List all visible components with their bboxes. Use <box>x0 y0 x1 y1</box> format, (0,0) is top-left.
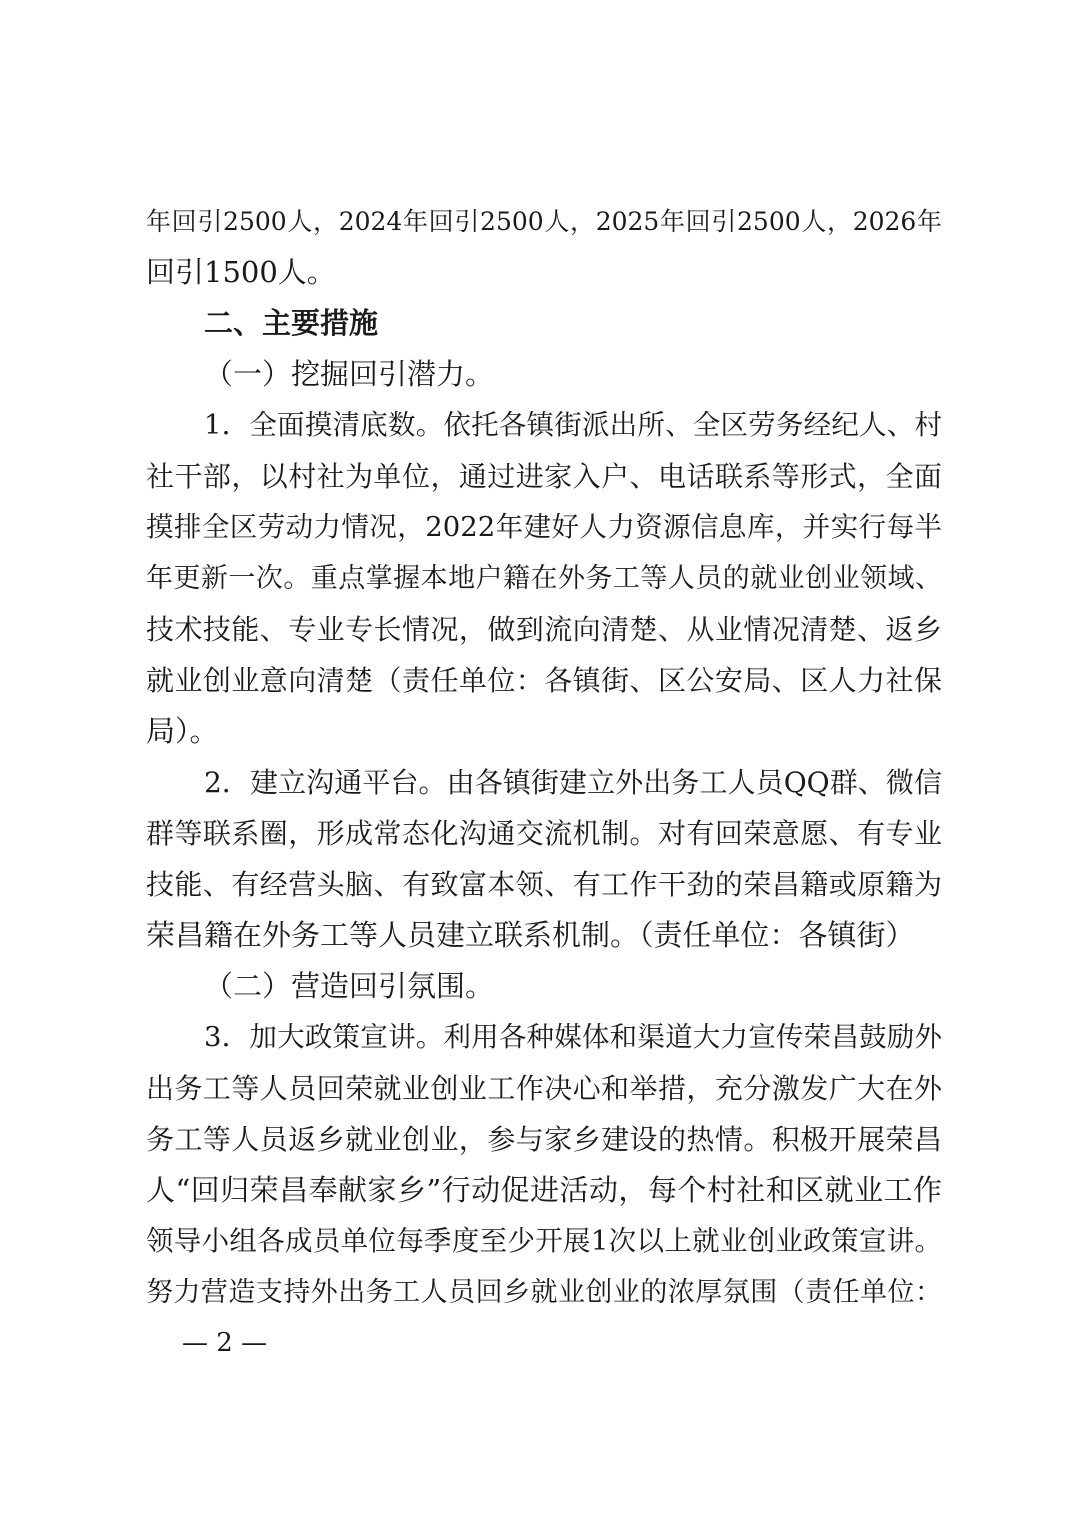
page-number: — 2 — <box>182 1328 268 1358</box>
text-line: 努力营造支持外出务工人员回乡就业创业的浓厚氛围（责任单位： <box>146 1277 942 1308</box>
text-line: 人“回归荣昌奉献家乡”行动促进活动，每个村社和区就业工作 <box>146 1173 942 1207</box>
text-line: 回引1500人。 <box>146 255 336 289</box>
text-line: 技能、有经营头脑、有致富本领、有工作干劲的荣昌籍或原籍为 <box>146 868 942 901</box>
text-line: 局）。 <box>146 714 219 748</box>
text-line: 领导小组各成员单位每季度至少开展1次以上就业创业政策宣讲。 <box>146 1225 942 1257</box>
text-line: 社干部，以村社为单位，通过进家入户、电话联系等形式，全面 <box>146 460 942 493</box>
body-text <box>146 196 942 1318</box>
text-line: 年更新一次。重点掌握本地户籍在外务工等人员的就业创业领域、 <box>146 563 942 594</box>
text-line: 2．建立沟通平台。由各镇街建立外出务工人员QQ群、微信 <box>204 766 942 799</box>
text-line: 荣昌籍在外务工等人员建立联系机制。（责任单位：各镇街） <box>146 918 915 952</box>
text-line: 群等联系圈，形成常态化沟通交流机制。对有回荣意愿、有专业 <box>146 817 942 850</box>
text-line: 出务工等人员回荣就业创业工作决心和举措，充分激发广大在外 <box>146 1072 942 1105</box>
text-line: 3．加大政策宣讲。利用各种媒体和渠道大力宣传荣昌鼓励外 <box>204 1021 942 1053</box>
text-line: 年回引2500人，2024年回引2500人，2025年回引2500人，2026年 <box>146 207 942 236</box>
section-heading: 二、主要措施 <box>204 306 379 340</box>
text-line: 务工等人员返乡就业创业，参与家乡建设的热情。积极开展荣昌 <box>146 1123 942 1156</box>
text-line: 1．全面摸清底数。依托各镇街派出所、全区劳务经纪人、村 <box>204 409 942 441</box>
text-line: 摸排全区劳动力情况，2022年建好人力资源信息库，并实行每半 <box>146 511 942 543</box>
text-line: 技术技能、专业专长情况，做到流向清楚、从业情况清楚、返乡 <box>146 613 942 646</box>
text-line: 就业创业意向清楚（责任单位：各镇街、区公安局、区人力社保 <box>146 664 942 697</box>
text-line: （二）营造回引氛围。 <box>204 969 495 1003</box>
text-line: （一）挖掘回引潜力。 <box>204 357 495 391</box>
